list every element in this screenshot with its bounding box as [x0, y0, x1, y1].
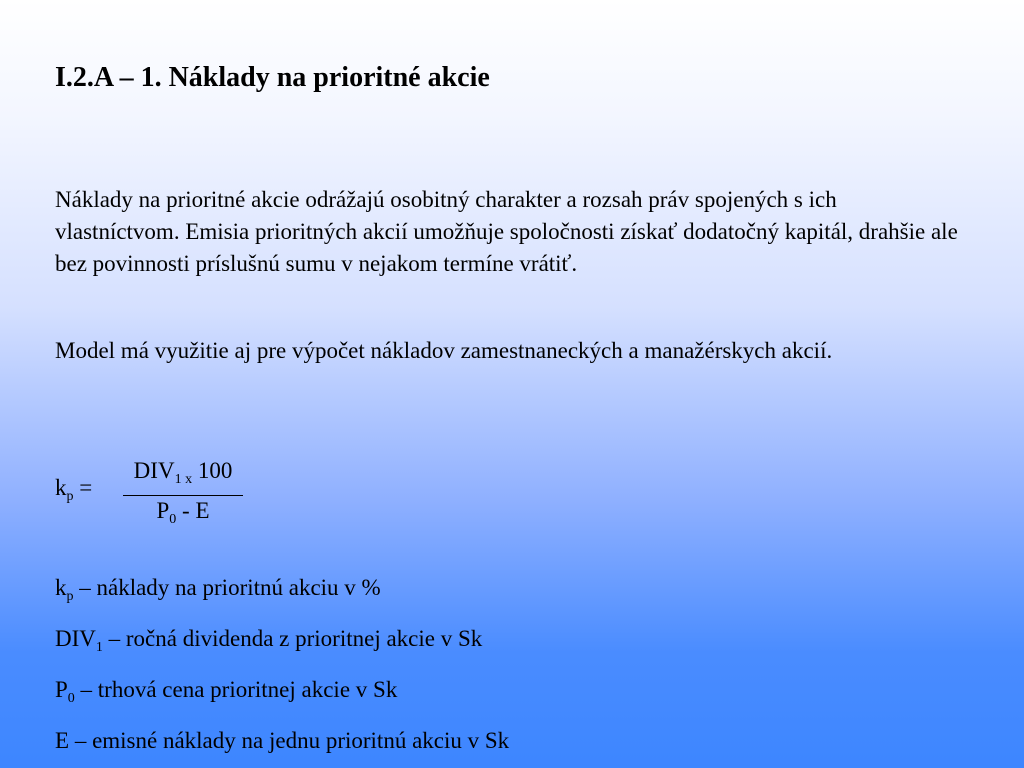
definition-div1: [55, 626, 482, 656]
formula-denominator: [123, 496, 243, 535]
formula-fraction: [123, 456, 243, 535]
formula-num-base: DIV: [133, 458, 175, 483]
definition-e: [55, 728, 509, 758]
paragraph-intro: Náklady na prioritné akcie odrážajú osobitný charakter a rozsah práv spojených s ich vlastníctvom. Emisia prioritných akcií umožňuje spoločnosti získať dodatočný kapitál, drahšie ale bez povinnosti príslušnú sumu v nejakom termíne vrátiť.: [55, 187, 958, 276]
formula-den-sub: 0: [169, 512, 177, 527]
definition-text: – trhová cena prioritnej akcie v Sk: [74, 677, 398, 702]
definition-p0: [55, 677, 397, 707]
definition-subscript: p: [66, 589, 74, 604]
formula-equals: =: [73, 475, 93, 500]
definition-subscript: 1: [95, 640, 103, 655]
paragraph-model: Model má využitie aj pre výpočet nákladov zamestnaneckých a manažérskych akcií.: [55, 338, 833, 363]
definition-text: – emisné náklady na jednu prioritnú akciu v Sk: [69, 728, 510, 753]
formula-lhs-base: k: [55, 475, 67, 500]
definition-symbol: k: [55, 575, 67, 600]
definition-subscript: 0: [67, 691, 75, 706]
formula-num-rest: 100: [192, 458, 233, 483]
definition-text: – ročná dividenda z prioritnej akcie v Sk: [102, 626, 483, 651]
definition-symbol: P: [55, 677, 68, 702]
formula-lhs: [55, 475, 92, 505]
definition-kp: [55, 575, 381, 605]
formula-num-sub: 1 x: [174, 472, 193, 487]
definition-symbol: DIV: [55, 626, 96, 651]
formula-lhs-sub: p: [66, 489, 74, 504]
formula-numerator: [123, 456, 243, 496]
formula-den-rest: - E: [176, 498, 210, 523]
definition-symbol: E: [55, 728, 70, 753]
slide-title: I.2.A – 1. Náklady na prioritné akcie: [55, 62, 490, 93]
formula-den-base: P: [156, 498, 170, 523]
definition-text: – náklady na prioritnú akciu v %: [73, 575, 381, 600]
